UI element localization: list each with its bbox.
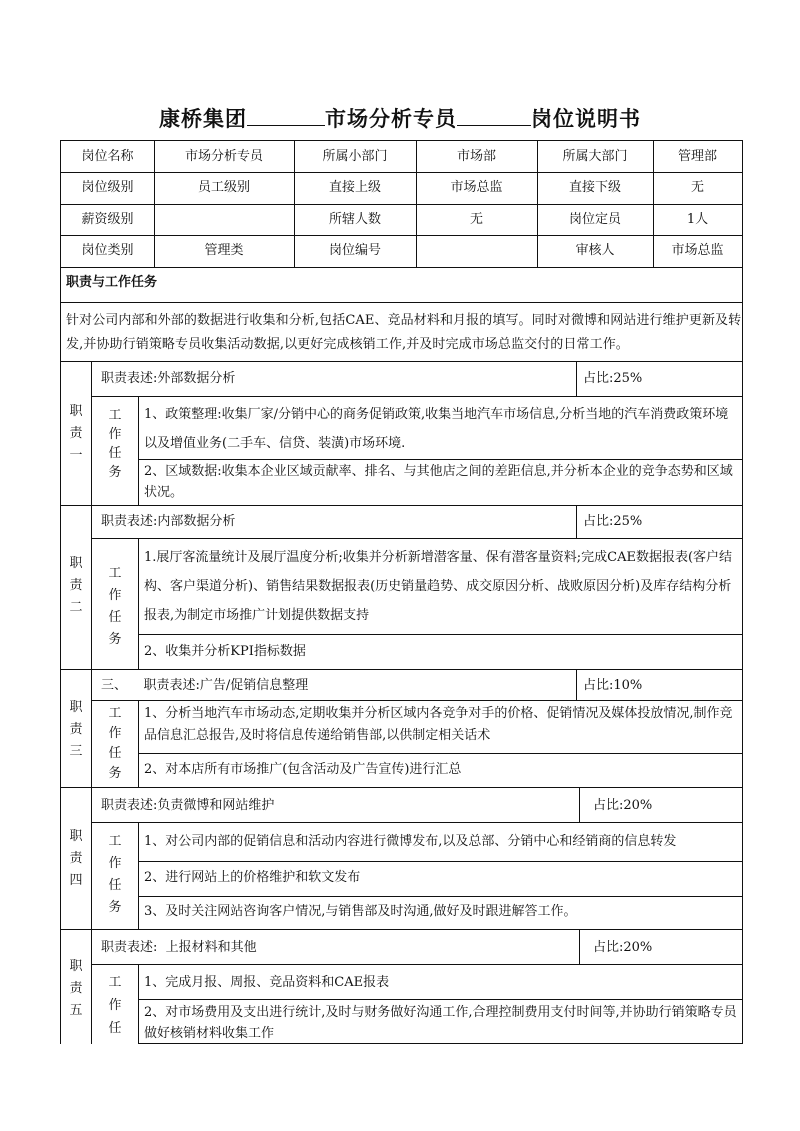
task-item: 1、政策整理:收集厂家/分销中心的商务促销政策,收集当地汽车市场信息,分析当地的汽车消费政策环境以及增值业务(二手车、信贷、装潢)市场环境. <box>144 407 729 451</box>
title-underline <box>247 107 325 126</box>
duty-description: 职责表述: 上报材料和其他 <box>101 940 257 955</box>
info-cell: 市场总监 <box>450 180 503 196</box>
info-cell: 市场部 <box>456 148 496 164</box>
info-cell <box>416 235 537 267</box>
task-label: 工 作 任 务 <box>108 834 122 915</box>
duty-description: 职责表述:外部数据分析 <box>101 371 236 386</box>
task-item: 2、对市场费用及支出进行统计,及时与财务做好沟通工作,合理控制费用支付时间等,并协助行销策略专员做好核销材料收集工作 <box>144 1005 737 1041</box>
duty-ratio: 占比:10% <box>583 678 643 693</box>
task-label: 工 作 任 务 <box>108 566 122 647</box>
title-underline <box>457 107 531 126</box>
duty-ratio: 占比:20% <box>593 940 653 955</box>
job-summary: 针对公司内部和外部的数据进行收集和分析,包括CAE、竞品材料和月报的填写。同时对微博和网站进行维护更新及转发,并协助行销策略专员收集活动数据,以更好完成核销工作,并及时完成市场总监交付的日常工作。 <box>66 313 742 352</box>
task-item: 2、进行网站上的价格维护和软文发布 <box>144 870 361 885</box>
info-cell: 所辖人数 <box>328 211 381 227</box>
info-cell: 直接下级 <box>568 180 621 196</box>
duty-ratio: 占比:20% <box>593 798 653 813</box>
task-item: 3、及时关注网站咨询客户情况,与销售部及时沟通,做好及时跟进解答工作。 <box>144 904 577 919</box>
info-cell: 岗位编号 <box>328 243 381 259</box>
info-cell: 无 <box>469 211 483 227</box>
duty-ratio: 占比:25% <box>583 371 643 386</box>
section-title: 职责与工作任务 <box>66 275 158 290</box>
position-name: 市场分析专员 <box>325 106 457 131</box>
task-item: 1、对公司内部的促销信息和活动内容进行微博发布,以及总部、分销中心和经销商的信息转发 <box>144 834 677 849</box>
info-cell: 1人 <box>686 211 709 227</box>
info-cell: 岗位级别 <box>81 180 134 196</box>
duty-label: 职 责 三 <box>69 700 83 759</box>
duty-description: 职责表述:内部数据分析 <box>101 514 236 529</box>
task-item: 2、区域数据:收集本企业区域贡献率、排名、与其他店之间的差距信息,并分析本企业的竞争态势和区域状况。 <box>144 464 733 500</box>
info-cell: 管理部 <box>677 148 717 164</box>
task-item: 1、完成月报、周报、竞品资料和CAE报表 <box>144 975 390 990</box>
document-title <box>0 103 800 133</box>
duty-label: 职 责 二 <box>69 556 83 615</box>
duty-label: 职 责 一 <box>69 404 83 463</box>
info-cell: 岗位定员 <box>568 211 621 227</box>
info-cell: 所属大部门 <box>562 148 628 164</box>
info-cell: 审核人 <box>575 243 615 259</box>
info-cell <box>154 204 294 235</box>
task-label: 工 作 任 务 <box>108 408 122 480</box>
task-item: 1.展厅客流量统计及展厅温度分析;收集并分析新增潜客量、保有潜客量资料;完成CAE数据报表(客户结构、客户渠道分析)、销售结果数据报表(历史销量趋势、成交原因分析、战败原因分析)及库存结构分析报表,为制定市场推广计划提供数据支持 <box>144 550 733 623</box>
info-cell: 岗位类别 <box>81 243 134 259</box>
duty-ratio: 占比:25% <box>583 514 643 529</box>
info-cell: 市场总监 <box>671 243 724 259</box>
duty-label: 职 责 五 <box>69 959 83 1018</box>
task-item: 2、收集并分析KPI指标数据 <box>144 644 306 659</box>
info-cell: 薪资级别 <box>81 211 134 227</box>
task-item: 1、分析当地汽车市场动态,定期收集并分析区域内各竞争对手的价格、促销情况及媒体投放情况,制作竞品信息汇总报告,及时将信息传递给销售部,以供制定相关话术 <box>144 706 733 743</box>
info-cell: 无 <box>690 180 704 196</box>
task-label: 工 作 任 务 <box>108 706 122 781</box>
task-label: 工 作 任 <box>108 975 122 1036</box>
job-description-table <box>60 140 743 1044</box>
info-cell: 市场分析专员 <box>184 148 263 164</box>
duty-description: 职责表述:负责微博和网站维护 <box>101 798 275 813</box>
task-item: 2、对本店所有市场推广(包含活动及广告宣传)进行汇总 <box>144 762 462 777</box>
info-cell: 直接上级 <box>328 180 381 196</box>
doc-name: 岗位说明书 <box>531 106 641 131</box>
info-cell: 员工级别 <box>197 180 250 196</box>
duty-description: 三、 职责表述:广告/促销信息整理 <box>101 678 309 693</box>
info-cell: 岗位名称 <box>81 148 134 164</box>
company-name: 康桥集团 <box>159 106 247 131</box>
info-cell: 所属小部门 <box>322 148 388 164</box>
duty-label: 职 责 四 <box>69 829 83 888</box>
info-cell: 管理类 <box>204 243 244 259</box>
